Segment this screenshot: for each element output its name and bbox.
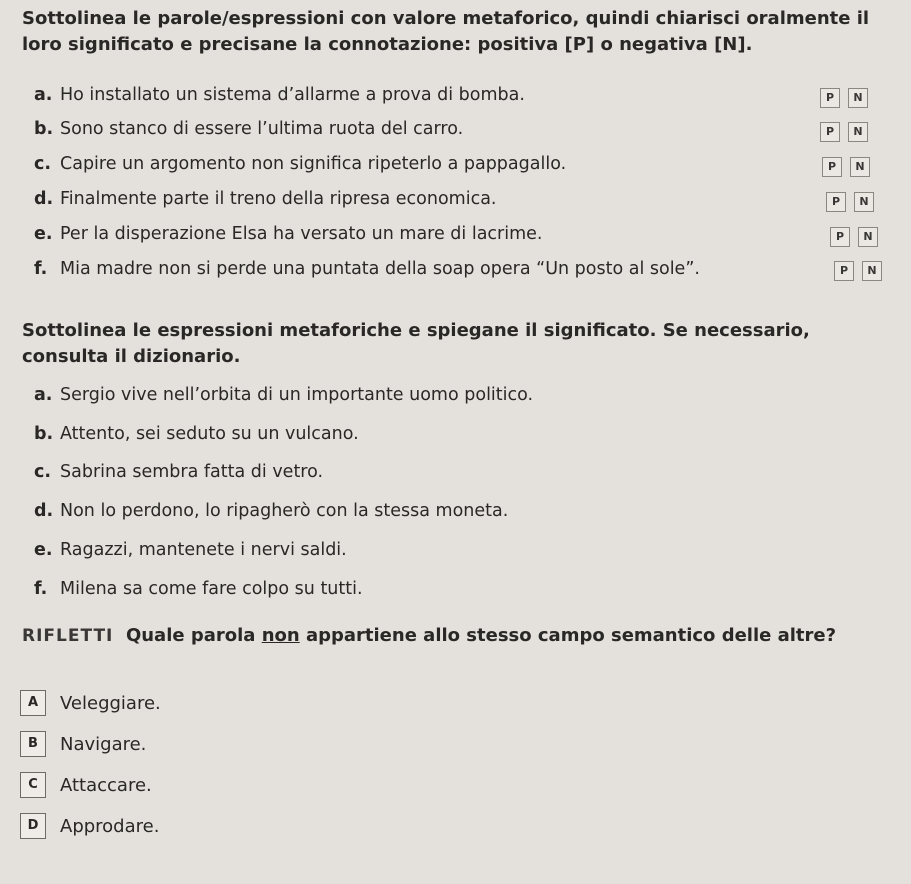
s1-item-e-n-box[interactable]: N <box>858 227 878 247</box>
s1-item-a-n-box[interactable]: N <box>848 88 868 108</box>
s2-item-c-text: Sabrina sembra fatta di vetro. <box>60 462 324 482</box>
option-b-letter-box[interactable]: B <box>20 731 46 757</box>
s2-item-a-text: Sergio vive nell’orbita di un importante uomo politico. <box>60 385 534 405</box>
s1-item-a <box>34 84 525 106</box>
s1-item-f <box>34 258 700 280</box>
s1-item-c-letter: c. <box>34 154 52 174</box>
s1-item-c-n-box[interactable]: N <box>850 157 870 177</box>
s1-item-c-pn <box>822 157 870 177</box>
s1-item-d <box>34 188 496 210</box>
s1-item-c <box>34 153 566 175</box>
s1-item-c-text: Capire un argomento non significa ripeterlo a pappagallo. <box>60 154 567 174</box>
s1-item-a-letter: a. <box>34 85 53 105</box>
s1-item-d-p-box[interactable]: P <box>826 192 846 212</box>
option-a-text: Veleggiare. <box>60 692 161 714</box>
s1-item-e-text: Per la disperazione Elsa ha versato un mare di lacrime. <box>60 224 543 244</box>
rifletti-question <box>22 625 836 646</box>
s1-item-a-text: Ho installato un sistema d’allarme a prova di bomba. <box>60 85 525 105</box>
s2-item-d-text: Non lo perdono, lo ripagherò con la stessa moneta. <box>60 501 509 521</box>
s2-item-b <box>34 423 359 445</box>
s2-item-b-letter: b. <box>34 424 54 444</box>
option-c-letter-box[interactable]: C <box>20 772 46 798</box>
s1-item-f-p-box[interactable]: P <box>834 261 854 281</box>
rifletti-tag: RIFLETTI <box>22 626 114 646</box>
s2-item-f-letter: f. <box>34 579 48 599</box>
s2-item-e-letter: e. <box>34 540 53 560</box>
s1-item-d-n-box[interactable]: N <box>854 192 874 212</box>
s2-item-c-letter: c. <box>34 462 52 482</box>
option-a-letter-box[interactable]: A <box>20 690 46 716</box>
s1-item-b-p-box[interactable]: P <box>820 122 840 142</box>
option-d-text: Approdare. <box>60 815 160 837</box>
s1-item-f-n-box[interactable]: N <box>862 261 882 281</box>
s1-item-a-pn <box>820 88 868 108</box>
s2-item-c <box>34 461 323 483</box>
s1-item-d-letter: d. <box>34 189 54 209</box>
section2-instruction: Sottolinea le espressioni metaforiche e spiegane il significato. Se necessario, consulta il dizionario. <box>22 320 810 367</box>
s2-item-e-text: Ragazzi, mantenete i nervi saldi. <box>60 540 347 560</box>
section1-instruction: Sottolinea le parole/espressioni con valore metaforico, quindi chiarisci oralmente il loro significato e precisane la connotazione: positiva [P] o negativa [N]. <box>22 8 870 55</box>
s2-item-a-letter: a. <box>34 385 53 405</box>
option-d[interactable] <box>20 813 159 839</box>
s1-item-b-letter: b. <box>34 119 54 139</box>
s2-item-e <box>34 539 347 561</box>
s1-item-d-pn <box>826 192 874 212</box>
s1-item-e-p-box[interactable]: P <box>830 227 850 247</box>
rifletti-question-post: appartiene allo stesso campo semantico delle altre? <box>299 625 837 646</box>
rifletti-question-pre: Quale parola <box>125 625 262 646</box>
s2-item-d <box>34 500 508 522</box>
s2-item-d-letter: d. <box>34 501 54 521</box>
s1-item-f-text: Mia madre non si perde una puntata della soap opera “Un posto al sole”. <box>60 259 700 279</box>
s1-item-b-pn <box>820 122 868 142</box>
option-c[interactable] <box>20 772 152 798</box>
option-a[interactable] <box>20 690 161 716</box>
s2-item-a <box>34 384 533 406</box>
s1-item-d-text: Finalmente parte il treno della ripresa economica. <box>60 189 497 209</box>
s1-item-f-letter: f. <box>34 259 48 279</box>
s2-item-f <box>34 578 363 600</box>
s1-item-b-text: Sono stanco di essere l’ultima ruota del carro. <box>60 119 464 139</box>
s1-item-b <box>34 118 463 140</box>
option-d-letter-box[interactable]: D <box>20 813 46 839</box>
s1-item-c-p-box[interactable]: P <box>822 157 842 177</box>
option-b-text: Navigare. <box>60 733 147 755</box>
s1-item-e <box>34 223 542 245</box>
s2-item-f-text: Milena sa come fare colpo su tutti. <box>60 579 363 599</box>
s1-item-f-pn <box>834 261 882 281</box>
option-b[interactable] <box>20 731 146 757</box>
s1-item-b-n-box[interactable]: N <box>848 122 868 142</box>
s1-item-a-p-box[interactable]: P <box>820 88 840 108</box>
rifletti-question-underlined: non <box>261 625 300 646</box>
option-c-text: Attaccare. <box>60 774 152 796</box>
s2-item-b-text: Attento, sei seduto su un vulcano. <box>60 424 359 444</box>
s1-item-e-pn <box>830 227 878 247</box>
s1-item-e-letter: e. <box>34 224 53 244</box>
